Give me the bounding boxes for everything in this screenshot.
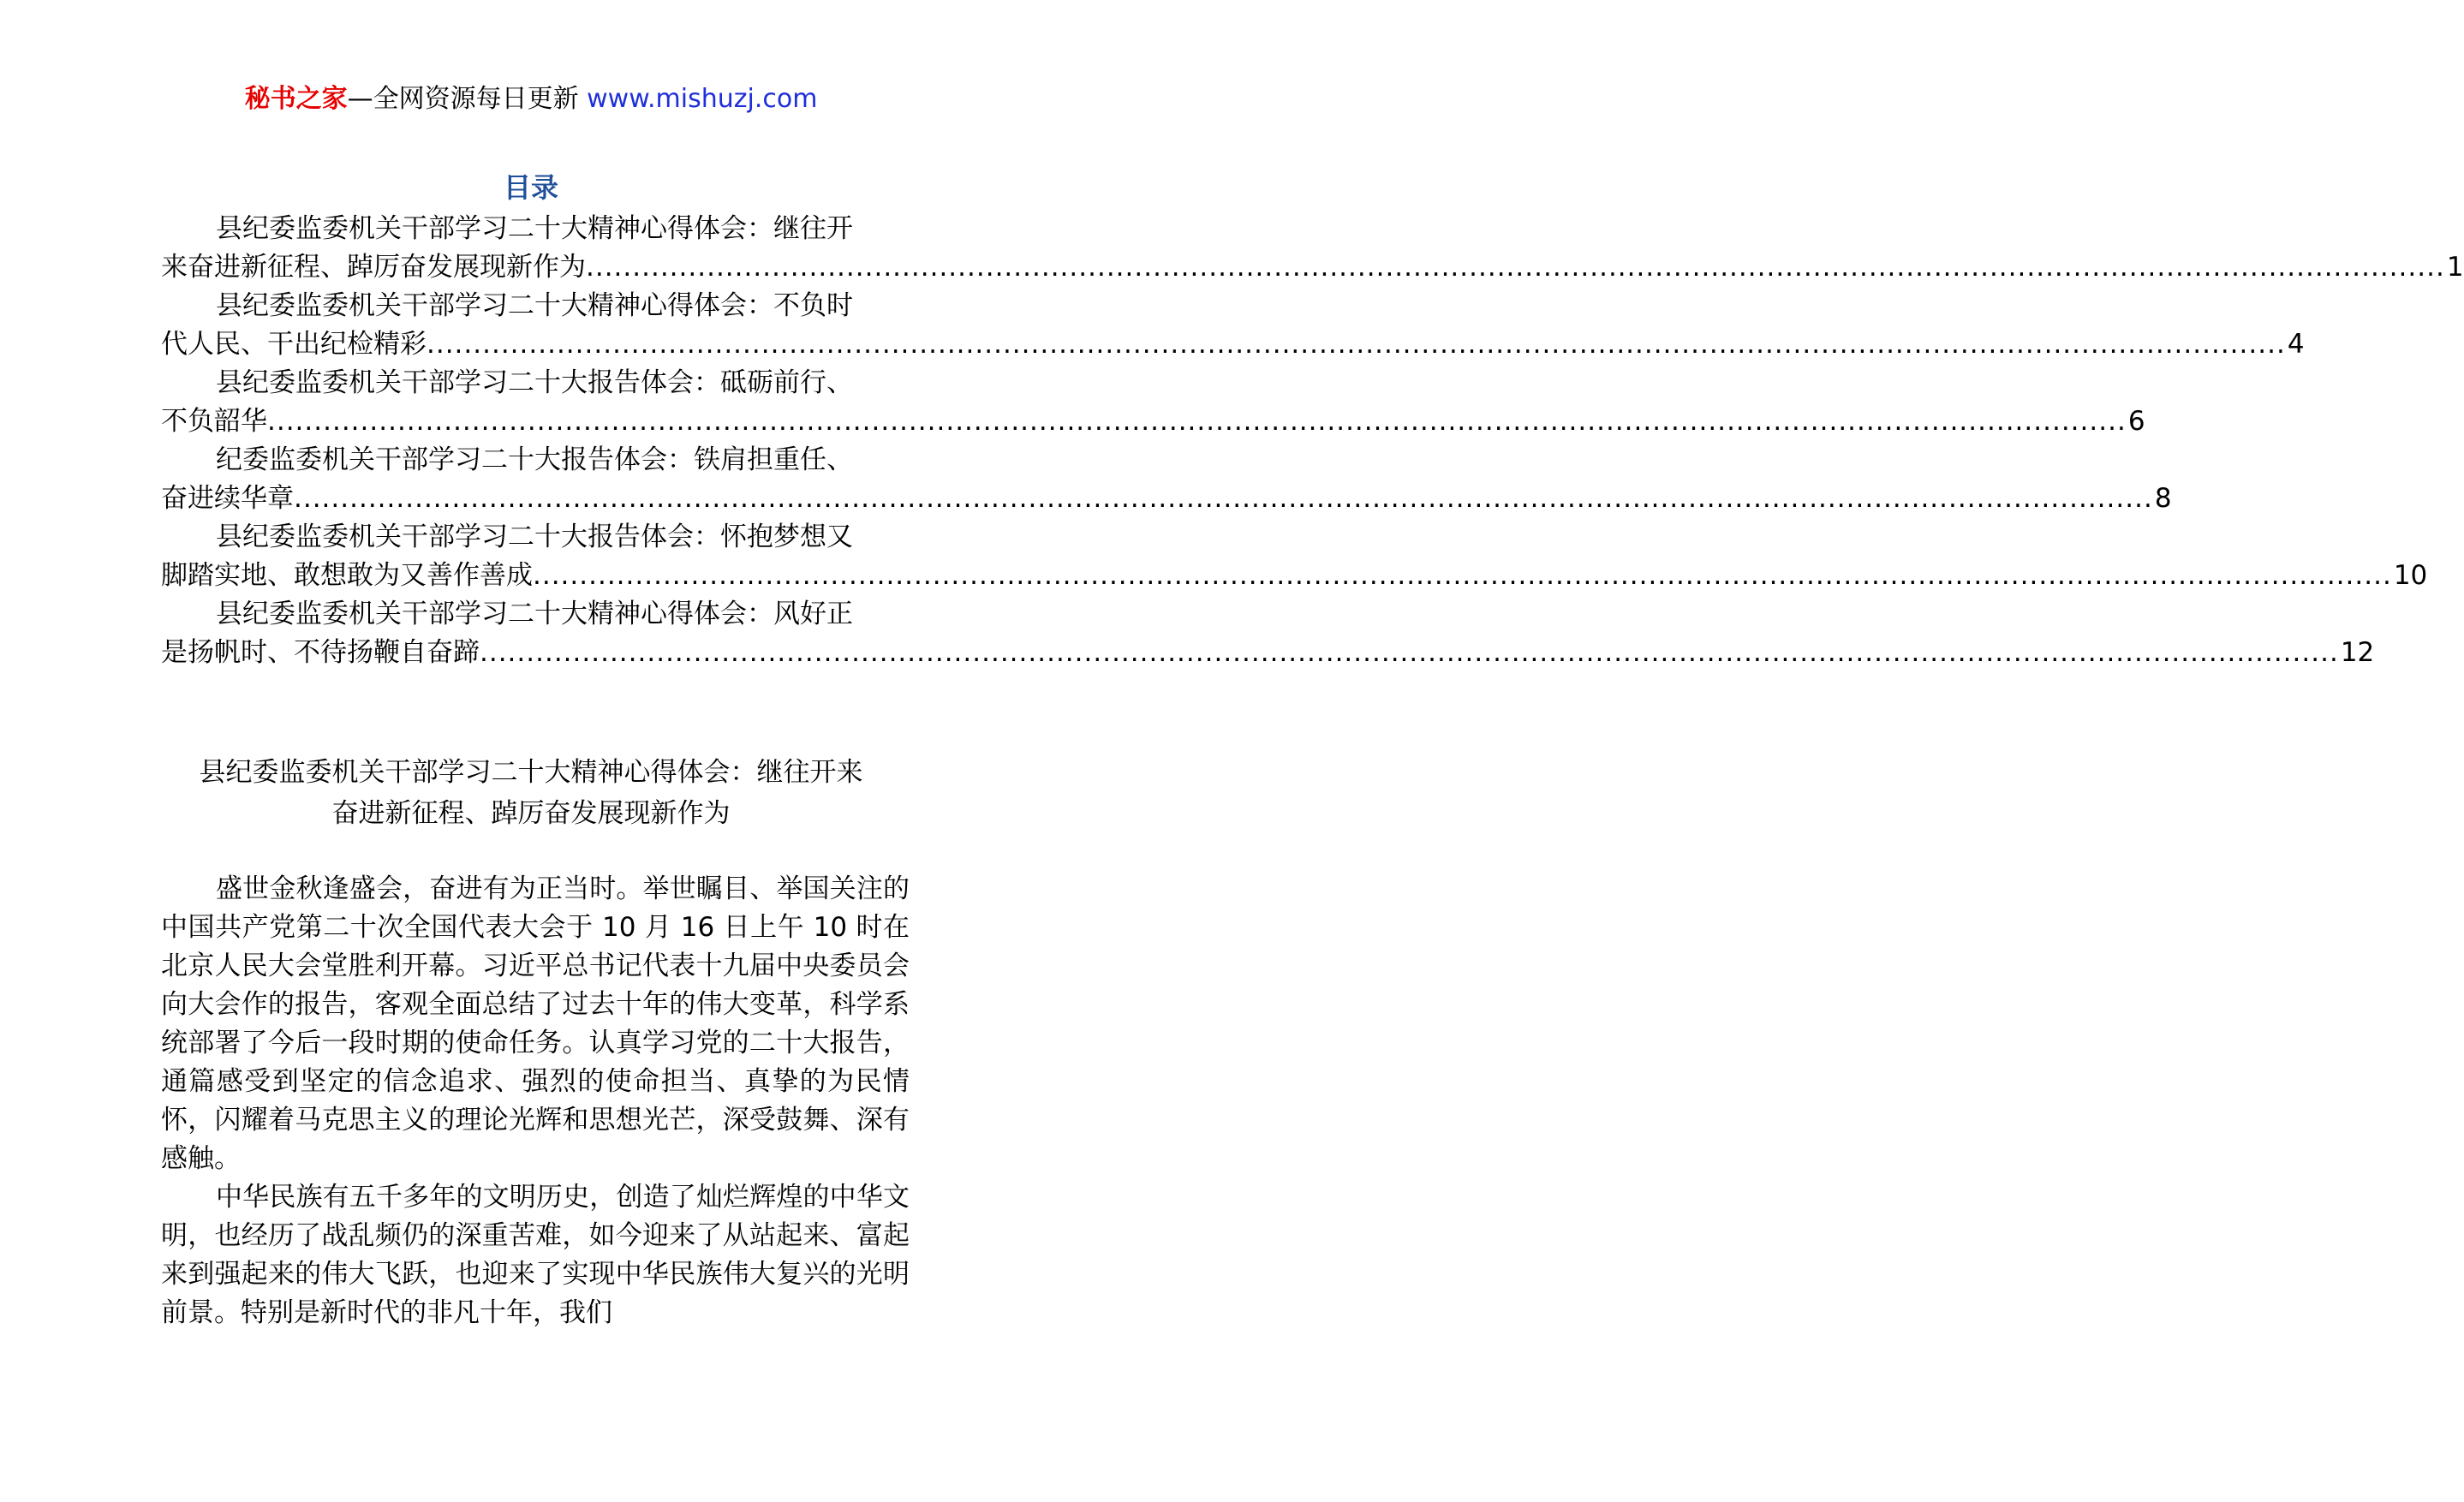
toc-entry-title-line2: 来奋进新征程、踔厉奋发展现新作为 [161,252,586,283]
toc-entry-title-line1: 县纪委监委机关干部学习二十大报告体会：砥砺前行、 [216,367,853,398]
toc-page-number: 6 [2127,406,2145,437]
toc-page-number: 10 [2393,560,2428,591]
toc-page-number: 1 [2446,252,2464,283]
paragraph: 盛世金秋逢盛会，奋进有为正当时。举世瞩目、举国关注的中国共产党第二十次全国代表大会于 10 月 16 日上午 10 时在北京人民大会堂胜利开幕。习近平总书记代表十九届中央委员会向大会作的报告，客观全面总结了过去十年的伟大变革，科学系统部署了今后一段时期的使命任务。认真学习党的二十大报告，通篇感受到坚定的信念追求、强烈的使命担当、真挚的为民情怀，闪耀着马克思主义的理论光辉和思想光芒，深受鼓舞、深有感触。 [161,873,910,1174]
toc-entry-title-line1: 县纪委监委机关干部学习二十大精神心得体会：风好正 [216,599,853,629]
toc-title: 目录 [503,171,558,204]
toc-entry-title-line1: 县纪委监委机关干部学习二十大报告体会：怀抱梦想又 [216,522,853,552]
toc-entry-title-line1: 县纪委监委机关干部学习二十大精神心得体会：继往开 [216,213,853,244]
article-body [161,870,910,1332]
toc-entry-title-line2: 不负韶华 [161,406,267,437]
toc-entry-title-line2: 代人民、干出纪检精彩 [161,329,427,360]
dot-leader: ........................................................................................................................................................................................................ [586,252,2445,283]
dot-leader: ........................................................................................................................................................................................................ [480,637,2339,668]
toc-entry[interactable] [161,364,2145,441]
dot-leader: ........................................................................................................................................................................................................ [533,560,2392,591]
toc-entry[interactable] [161,441,2172,518]
dot-leader: ........................................................................................................................................................................................................ [427,329,2286,360]
toc-entry[interactable] [161,595,2375,672]
toc-entry-title-line2: 奋进续华章 [161,483,294,514]
site-header [0,82,1062,116]
paragraph: 中华民族有五千多年的文明历史，创造了灿烂辉煌的中华文明，也经历了战乱频仍的深重苦难，如今迎来了从站起来、富起来到强起来的伟大飞跃，也迎来了实现中华民族伟大复兴的光明前景。特别是新时代的非凡十年，我们 [161,1182,910,1328]
toc-entry[interactable] [161,518,2428,595]
table-of-contents [161,210,2464,672]
toc-entry-title-line1: 纪委监委机关干部学习二十大报告体会：铁肩担重任、 [216,444,853,475]
site-url-link[interactable]: www.mishuzj.com [587,84,818,114]
toc-entry-title-line2: 是扬帆时、不待扬鞭自奋蹄 [161,637,480,668]
toc-entry-title-line2: 脚踏实地、敢想敢为又善作善成 [161,560,533,591]
brand-name: 秘书之家 [244,84,348,114]
toc-entry[interactable] [161,210,2464,287]
dot-leader: ........................................................................................................................................................................................................ [294,483,2153,514]
toc-entry[interactable] [161,287,2305,364]
toc-entry-title-line1: 县纪委监委机关干部学习二十大精神心得体会：不负时 [216,290,853,321]
toc-page-number: 12 [2340,637,2375,668]
toc-page-number: 8 [2154,483,2172,514]
toc-page-number: 4 [2287,329,2305,360]
header-tagline: —全网资源每日更新 [347,84,588,114]
dot-leader: ........................................................................................................................................................................................................ [267,406,2127,437]
article-title [128,752,934,834]
article-title-line1: 县纪委监委机关干部学习二十大精神心得体会：继往开来 [199,757,863,788]
article-title-line2: 奋进新征程、踔厉奋发展现新作为 [331,798,731,829]
